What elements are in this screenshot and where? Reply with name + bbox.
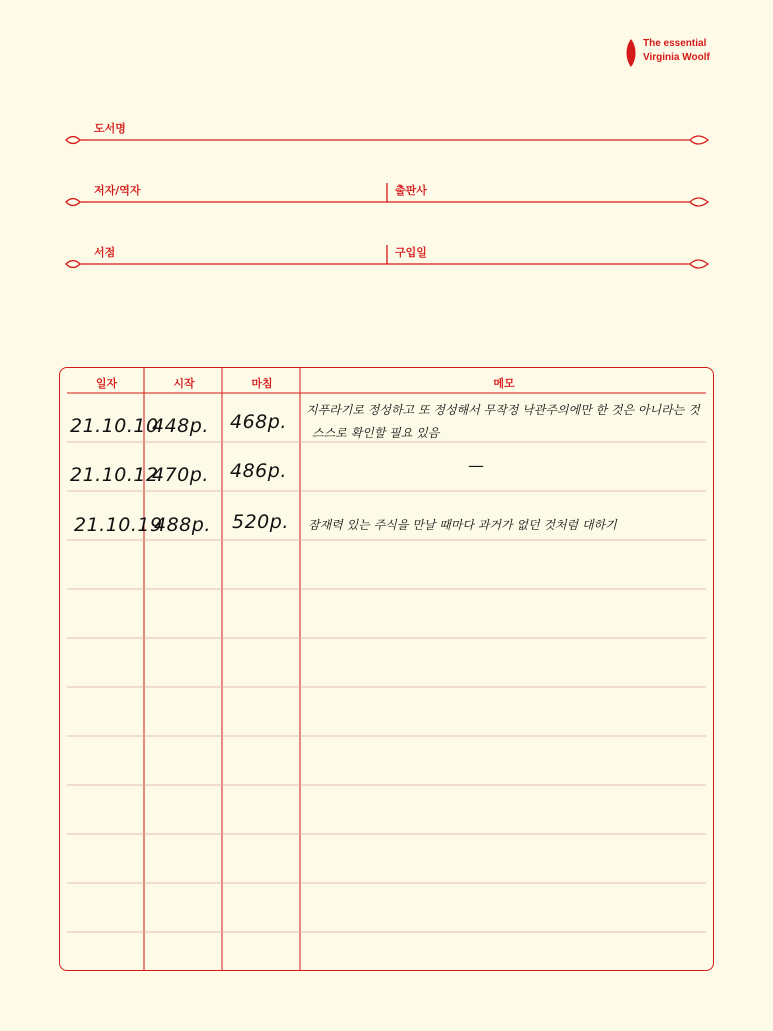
row-date: 21.10.19 — [74, 514, 163, 536]
header-end: 마침 — [251, 377, 273, 390]
reading-log-table — [59, 367, 714, 971]
publisher-field[interactable] — [440, 182, 680, 200]
author-field[interactable] — [160, 182, 380, 200]
row-memo-line: 스스로 확인할 필요 있음 — [312, 426, 440, 440]
store-label: 서점 — [94, 246, 116, 259]
brand-line-2: Virginia Woolf — [643, 52, 710, 63]
row-memo-line: — — [468, 456, 484, 475]
row-memo-line: 잠재력 있는 주식을 만날 때마다 과거가 없던 것처럼 대하기 — [308, 518, 617, 532]
row-start-page: 488p. — [154, 514, 211, 536]
header-memo: 메모 — [493, 377, 515, 390]
row-date: 21.10.12 — [70, 464, 159, 486]
title-field[interactable] — [150, 120, 680, 138]
header-date: 일자 — [95, 377, 118, 390]
purchase-date-label: 구입일 — [395, 246, 427, 259]
title-label: 도서명 — [94, 122, 126, 135]
row-start-page: 448p. — [152, 415, 209, 437]
purchase-date-field[interactable] — [440, 244, 680, 262]
row-end-page: 520p. — [232, 511, 289, 533]
author-label: 저자/역자 — [94, 184, 141, 197]
header-start: 시작 — [173, 377, 195, 390]
store-field[interactable] — [130, 244, 380, 262]
row-end-page: 468p. — [230, 411, 287, 433]
table-grid — [59, 367, 714, 971]
row-end-page: 486p. — [230, 460, 287, 482]
row-memo-line: 지푸라기로 정성하고 또 정성해서 무작정 낙관주의에만 한 것은 아니라는 것 — [306, 403, 700, 417]
brand-line-1: The essential — [643, 38, 707, 49]
publisher-label: 출판사 — [395, 184, 427, 197]
row-date: 21.10.10 — [70, 415, 159, 437]
row-start-page: 470p. — [152, 464, 209, 486]
